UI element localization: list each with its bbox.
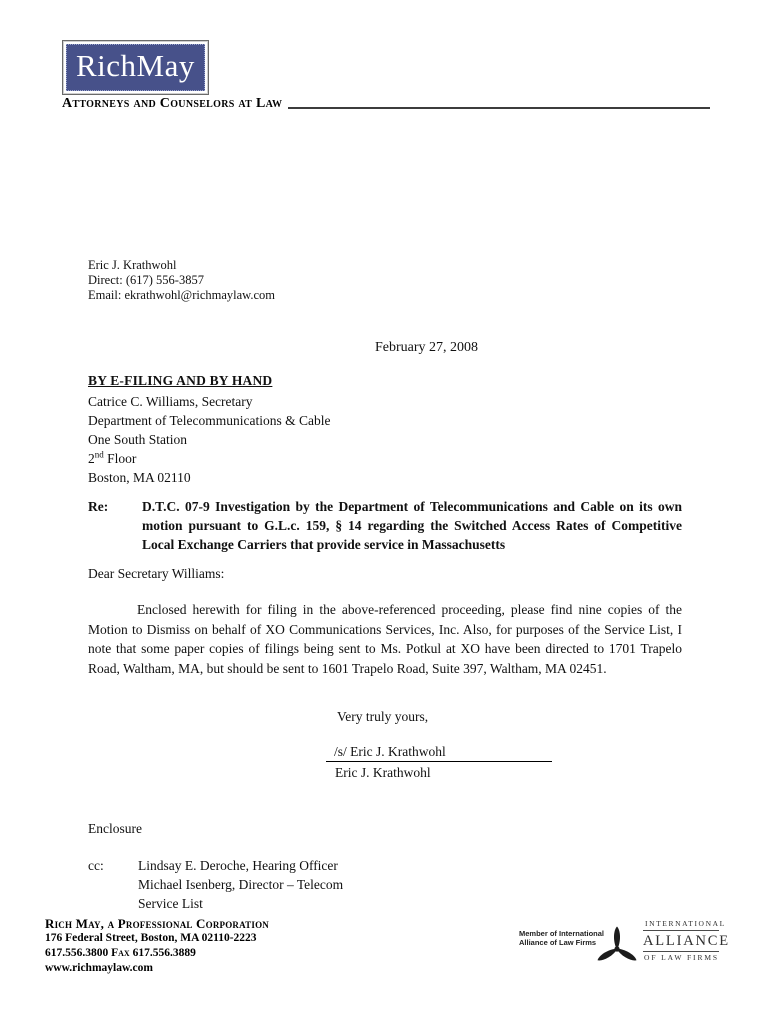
recipient-street: One South Station: [88, 432, 188, 447]
recipient-name: Catrice C. Williams, Secretary: [88, 394, 253, 409]
alliance-line3: OF LAW FIRMS: [644, 953, 719, 962]
footer-firm-name: Rich May, a Professional Corporation: [45, 916, 269, 931]
richmay-logo-box: [66, 44, 205, 91]
member-note: Member of International Alliance of Law Firms: [519, 929, 605, 947]
cc-name: Michael Isenberg, Director – Telecom: [138, 877, 344, 892]
footer-website: www.richmaylaw.com: [45, 962, 153, 974]
re-block: [88, 497, 682, 554]
attorney-direct-phone: Direct: (617) 556-3857: [88, 273, 204, 287]
cc-name: Service List: [138, 896, 203, 911]
footer-address: 176 Federal Street, Boston, MA 02110-2223: [45, 932, 257, 944]
footer-phone-fax: 617.556.3800 Fax 617.556.3889: [45, 947, 196, 959]
salutation: Dear Secretary Williams:: [88, 566, 225, 581]
recipient-department: Department of Telecommunications & Cable: [88, 413, 331, 428]
recipient-floor: 2nd Floor: [88, 449, 137, 466]
signer-name: Eric J. Krathwohl: [335, 765, 431, 780]
body-paragraph: Enclosed herewith for filing in the above-referenced proceeding, please find nine copies of the Motion to Dismiss on behalf of XO Communications Services, Inc. Also, for purposes of the Service List, I note that some paper copies of filings being sent to Ms. Potkul at XO have been directed to 1701 Trapelo Road, Waltham, MA, but should be sent to 1601 Trapelo Road, Suite 397, Waltham, MA 02451.: [88, 602, 682, 676]
footer-firm-block: [45, 916, 269, 976]
alliance-rule: [643, 930, 719, 931]
alliance-line2: ALLIANCE: [643, 933, 730, 949]
cc-names: [138, 856, 343, 913]
letterhead-tagline: Attorneys and Counselors at Law: [62, 96, 283, 111]
letter-date: February 27, 2008: [375, 340, 479, 355]
cc-label: cc:: [88, 858, 104, 873]
re-label: Re:: [88, 499, 109, 514]
fax-label: Fax: [111, 947, 130, 959]
letterhead-tagline-row: [62, 96, 710, 112]
attorney-contact-block: [88, 258, 275, 303]
propeller-icon: [591, 923, 643, 975]
letterhead-rule: [288, 107, 710, 109]
recipient-city: Boston, MA 02110: [88, 470, 191, 485]
signature-line: /s/ Eric J. Krathwohl: [326, 744, 552, 762]
alliance-logo-block: [643, 919, 730, 963]
enclosure-note: Enclosure: [88, 821, 142, 836]
recipient-address-block: [88, 392, 331, 487]
re-text: D.T.C. 07-9 Investigation by the Department of Telecommunications and Cable on its own motion pursuant to G.L.c. 159, § 14 regarding the Switched Access Rates of Competitive Local Exchange Carriers that provide service in Massachusetts: [142, 499, 682, 552]
richmay-logo-text: RichMay: [76, 48, 195, 83]
cc-name: Lindsay E. Deroche, Hearing Officer: [138, 858, 338, 873]
valediction: Very truly yours,: [337, 709, 429, 724]
alliance-rule: [643, 951, 719, 952]
delivery-method: BY E-FILING AND BY HAND: [88, 373, 273, 388]
richmay-logo: [62, 40, 209, 95]
attorney-name: Eric J. Krathwohl: [88, 258, 177, 272]
ordinal-suffix: nd: [94, 449, 104, 460]
cc-block: [88, 856, 343, 913]
attorney-email: Email: ekrathwohl@richmaylaw.com: [88, 288, 276, 302]
alliance-line1: INTERNATIONAL: [645, 919, 726, 928]
